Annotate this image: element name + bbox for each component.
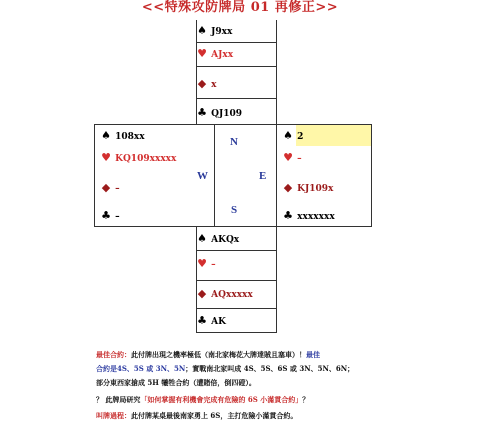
east-hearts: – xyxy=(297,154,302,164)
north-clubs-row xyxy=(196,104,242,122)
divider xyxy=(196,332,277,333)
note-line-3: 部分東西家搶成 5H 犧牲合約（遭賭倍，倒四磴）。 xyxy=(96,378,256,387)
note-line-5 xyxy=(96,409,396,423)
east-spade-highlight xyxy=(296,124,372,146)
spade-icon: ♠ xyxy=(197,24,207,37)
west-hearts-row xyxy=(100,149,176,167)
divider xyxy=(196,66,277,67)
note-text: 合約是 xyxy=(96,364,117,373)
note-text: ？ xyxy=(302,395,310,404)
divider xyxy=(196,98,277,99)
divider xyxy=(94,124,95,227)
east-clubs: xxxxxxx xyxy=(297,212,335,222)
south-diamonds-row xyxy=(196,285,253,303)
west-diamonds: – xyxy=(115,184,120,194)
club-icon: ♣ xyxy=(197,314,207,327)
heart-icon: ♥ xyxy=(197,257,207,270)
best-contract-label: 最佳合約： xyxy=(96,350,131,359)
south-clubs-row xyxy=(196,312,226,330)
north-clubs: QJ109 xyxy=(211,109,243,119)
note-text: ；實戰南北家叫成 4S、5S、6S 或 3N、5N、6N； xyxy=(185,364,355,373)
note-line-1 xyxy=(96,348,396,362)
spade-icon: ♠ xyxy=(197,232,207,245)
compass-west: W xyxy=(197,170,208,182)
west-diamonds-row xyxy=(100,179,120,197)
research-question: 「如何掌握有利機會完成有危險的 6S 小滿貫合約」 xyxy=(140,395,303,404)
west-hearts: KQ109xxxxx xyxy=(115,154,177,164)
club-icon: ♣ xyxy=(101,209,111,222)
west-clubs: – xyxy=(115,212,120,222)
divider xyxy=(196,308,277,309)
north-diamonds-row xyxy=(196,75,217,93)
divider xyxy=(214,124,215,227)
south-clubs: AK xyxy=(211,317,226,327)
diamond-icon: ◆ xyxy=(197,77,207,90)
diamond-icon: ◆ xyxy=(101,181,111,194)
analysis-notes xyxy=(96,348,396,423)
divider xyxy=(276,124,277,227)
west-spades-row xyxy=(100,127,145,145)
heart-icon: ♥ xyxy=(197,47,207,60)
east-clubs-row xyxy=(282,207,335,225)
compass-north: N xyxy=(230,136,238,148)
divider xyxy=(371,124,372,227)
north-spades-row xyxy=(196,22,232,40)
south-spades: AKQx xyxy=(211,235,240,245)
south-spades-row xyxy=(196,230,239,248)
spade-icon: ♠ xyxy=(101,129,111,142)
note-line-4 xyxy=(96,393,396,407)
north-hearts-row xyxy=(196,45,233,63)
divider xyxy=(196,250,277,251)
divider xyxy=(196,280,277,281)
bidding-label: 叫牌過程： xyxy=(96,411,131,420)
east-diamonds: KJ109x xyxy=(297,184,334,194)
club-icon: ♣ xyxy=(283,209,293,222)
divider xyxy=(94,226,372,227)
spade-icon: ♠ xyxy=(283,129,293,142)
north-hearts: AJxx xyxy=(211,50,234,60)
west-spades: 108xx xyxy=(115,132,145,142)
note-text: ？ 此牌局研究 xyxy=(96,395,141,404)
heart-icon: ♥ xyxy=(283,151,293,164)
note-line-2 xyxy=(96,362,396,376)
south-hearts-row xyxy=(196,255,216,273)
note-text: 此付牌出現之機率極低（南北家梅花大牌達賊且塞車）！ xyxy=(131,350,306,359)
page-title: <<特殊攻防牌局 01 再修正>> xyxy=(141,0,339,15)
note-text: 此付牌某桌最後南家勇上 6S，主打危險小滿貫合約。 xyxy=(131,411,298,420)
diamond-icon: ◆ xyxy=(283,181,293,194)
diamond-icon: ◆ xyxy=(197,287,207,300)
club-icon: ♣ xyxy=(197,106,207,119)
east-hearts-row xyxy=(282,149,302,167)
east-diamonds-row xyxy=(282,179,333,197)
divider xyxy=(276,20,277,124)
note-text: 最佳 xyxy=(306,350,320,359)
heart-icon: ♥ xyxy=(101,151,111,164)
east-spades-row xyxy=(282,127,303,145)
north-diamonds: x xyxy=(211,80,217,90)
divider xyxy=(196,42,277,43)
compass-south: S xyxy=(231,204,238,216)
east-spades: 2 xyxy=(297,132,304,142)
west-clubs-row xyxy=(100,207,120,225)
divider xyxy=(94,124,372,125)
compass-east: E xyxy=(259,170,267,182)
south-diamonds: AQxxxxx xyxy=(211,290,253,300)
south-hearts: – xyxy=(211,260,216,270)
north-spades: J9xx xyxy=(211,27,233,37)
best-contracts: 4S、5S 或 3N、5N xyxy=(117,364,186,373)
